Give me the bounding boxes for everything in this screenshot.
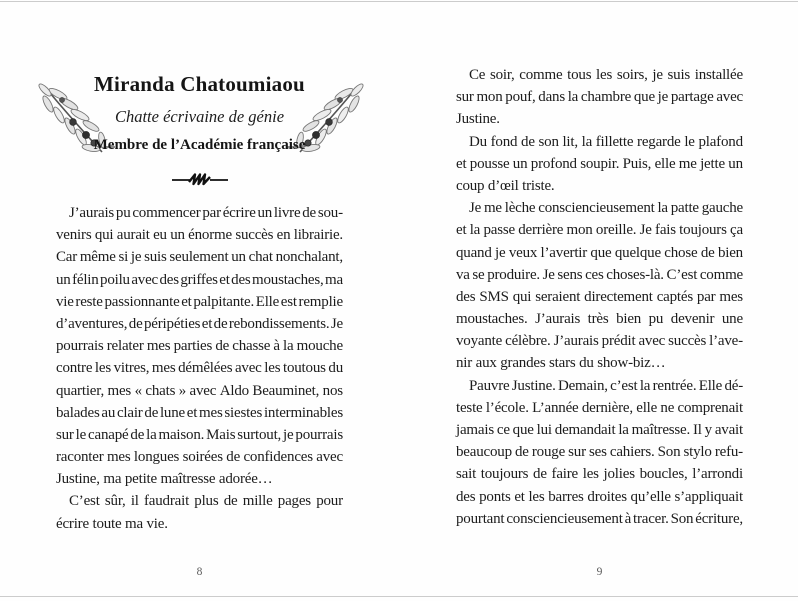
text-line: Pauvre Justine. Demain, c’est la rentrée. Elle dé- — [469, 377, 743, 394]
page-left — [56, 0, 343, 601]
text-line: et la passe derrière mon oreille. Je fais toujours ça — [456, 222, 743, 239]
page-number-right: 9 — [596, 566, 603, 578]
text-line: Ce soir, comme tous les soirs, je suis installée — [469, 67, 743, 83]
text-line: pourrais relater mes parties de chasse à la mouche — [56, 338, 343, 355]
text-line: C’est sûr, il faudrait plus de mille pages pour — [69, 493, 343, 510]
text-line: nir aux grandes stars du show-biz… — [456, 355, 666, 372]
text-line: un félin poilu avec des griffes et des moustaches, ma — [56, 271, 343, 288]
page-right — [456, 0, 743, 601]
text-line: venirs qui aurait eu un énorme succès en librairie. — [56, 227, 343, 244]
text-line: beaucoup de rouge sur ses cahiers. Son stylo refu- — [456, 444, 743, 461]
text-line: Je me lèche consciencieusement la patte gauche — [469, 200, 743, 217]
text-line: sait toujours de faire les jolies boucles, l’arrondi — [456, 466, 743, 483]
text-line: sur le canapé de la maison. Mais surtout, je pourrais — [56, 426, 343, 443]
rope-twist-divider-icon — [56, 173, 343, 191]
text-line: sur mon pouf, dans la chambre que je partage avec — [456, 89, 743, 106]
text-line: va se produire. Je sens ces choses-là. C’est comme — [456, 266, 743, 283]
text-line: jamais ce que lui demandait la maîtresse. Il y avait — [456, 422, 743, 438]
text-line: et pousse un profond soupir. Puis, elle me jette un — [456, 155, 743, 172]
text-line: vie reste passionnante et palpitante. Elle est remplie — [56, 293, 343, 310]
text-line: coup d’œil triste. — [456, 177, 555, 194]
text-line: Justine. — [456, 111, 500, 128]
text-line: des SMS qui seraient directement captés par mes — [456, 288, 743, 305]
text-line: Justine, ma petite maîtresse adorée… — [56, 471, 273, 488]
right-page-text — [456, 64, 743, 530]
text-line: quand je veux l’avertir que quelque chose de bien — [456, 244, 743, 261]
text-line: J’aurais pu commencer par écrire un livre de sou- — [69, 205, 343, 221]
chapter-title: Miranda Chatoumiaou — [94, 72, 305, 96]
text-line: quartier, mes « chats » avec Aldo Beauminet, nos — [56, 382, 343, 399]
text-line: balades au clair de lune et mes siestes interminables — [56, 404, 343, 421]
text-line: teste l’école. L’année dernière, elle ne comprenait — [456, 399, 743, 416]
text-line: Car même si je suis seulement un chat nonchalant, — [56, 249, 343, 266]
left-page-text — [56, 202, 343, 535]
page-number-left: 8 — [196, 566, 203, 578]
text-line: moustaches. J’aurais très bien pu devenir une — [456, 311, 743, 328]
text-line: raconter mes longues soirées de confidences avec — [56, 449, 343, 466]
text-line: des ponts et les barres droites qu’elle s’appliquait — [456, 488, 743, 505]
text-line: contre les vitres, mes démêlées avec les toutous du — [56, 360, 343, 377]
text-line: Du fond de son lit, la fillette regarde le plafond — [469, 133, 743, 150]
text-line: écrire toute ma vie. — [56, 515, 168, 532]
text-line: pourtant consciencieusement à tracer. Son écriture, — [456, 510, 743, 527]
text-line: d’aventures, de péripéties et de rebondissements. Je — [56, 315, 343, 332]
text-line: voyante célèbre. J’aurais prédit avec succès l’ave- — [456, 333, 743, 350]
chapter-subtitle: Chatte écrivaine de génie — [114, 107, 285, 126]
chapter-affiliation: Membre de l’Académie française — [93, 137, 306, 153]
